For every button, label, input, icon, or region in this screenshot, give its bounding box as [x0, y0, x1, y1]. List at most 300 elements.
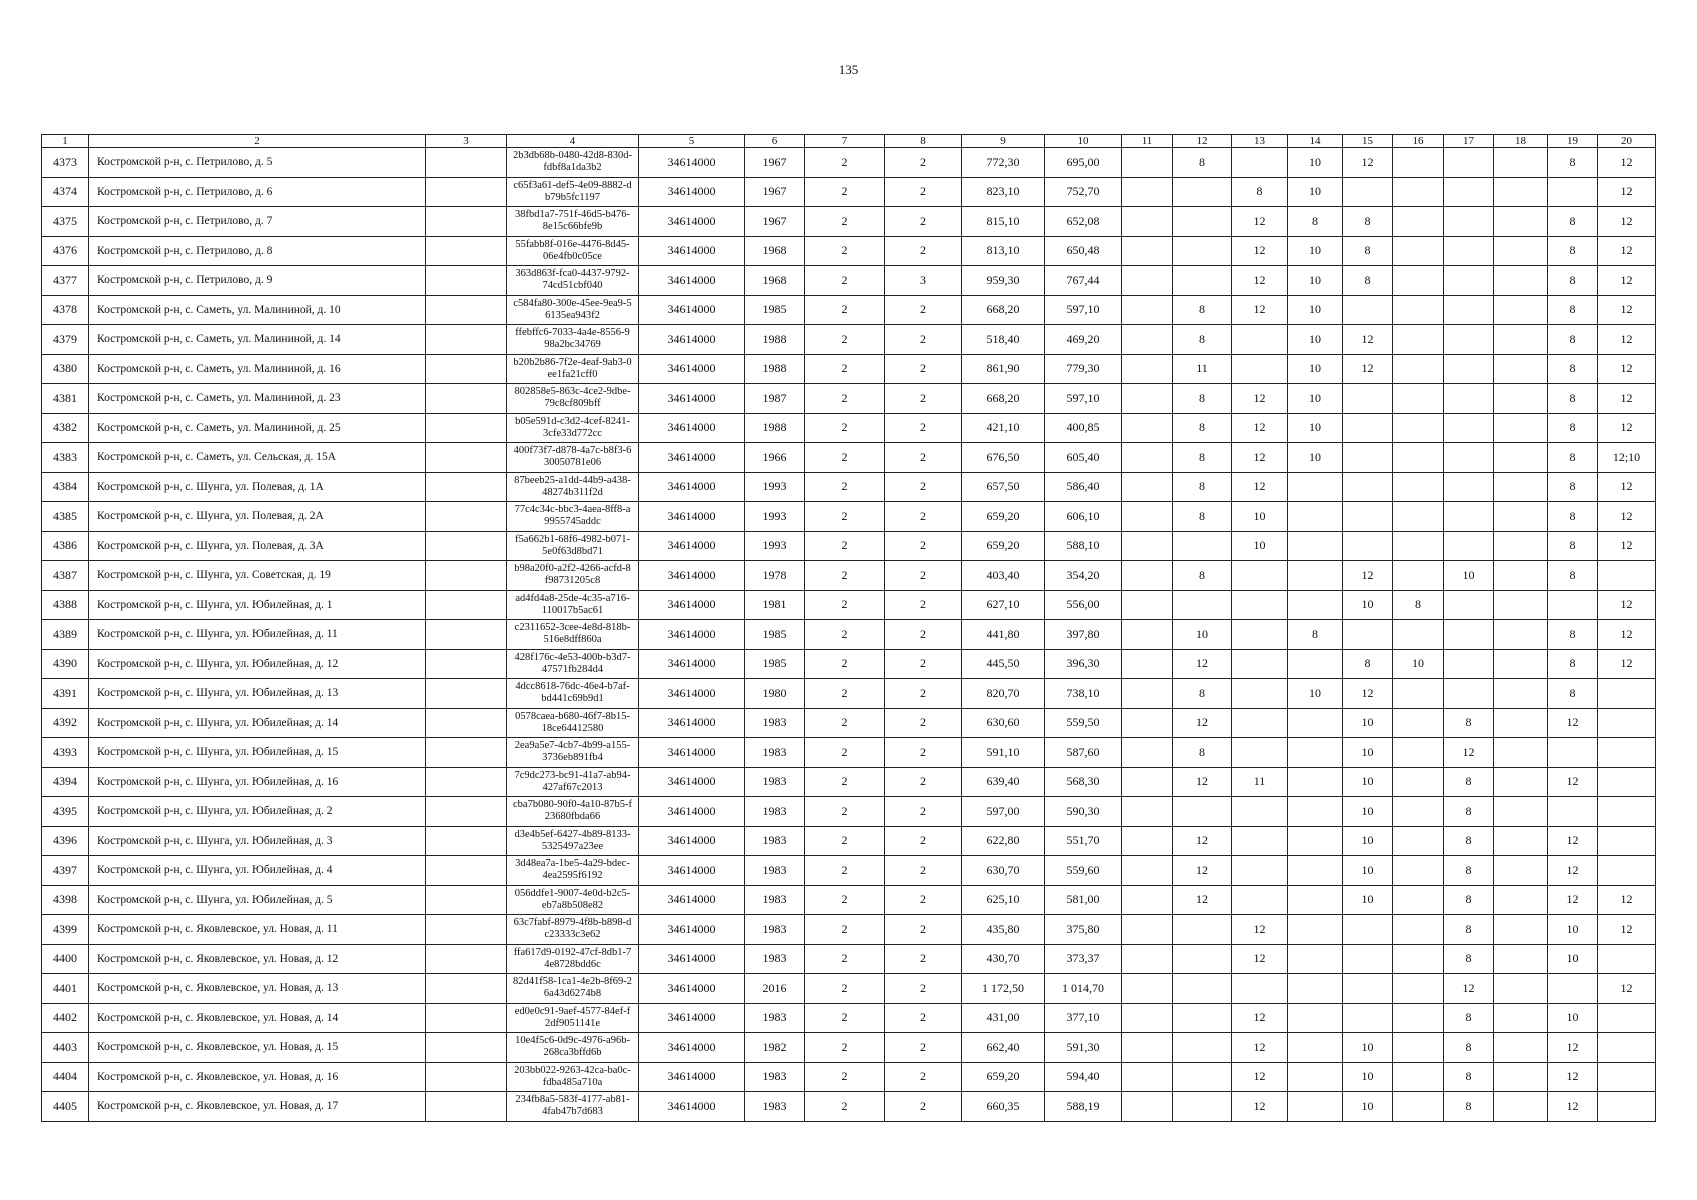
oktmo-code-cell: 34614000	[639, 974, 745, 1004]
col-19-cell: 8	[1548, 266, 1598, 296]
table-row	[42, 531, 1656, 561]
fias-guid-cell: cba7b080-90f0-4a10-87b5-f23680fbda66	[507, 797, 639, 827]
col-18-cell	[1494, 502, 1548, 532]
total-area-cell: 597,00	[962, 797, 1045, 827]
col-12-cell	[1173, 207, 1232, 237]
year-built-cell: 1978	[745, 561, 805, 591]
col-12-cell: 8	[1173, 443, 1232, 473]
col-16-cell	[1393, 1092, 1444, 1122]
col-16-cell	[1393, 826, 1444, 856]
col-13-cell: 12	[1232, 1033, 1288, 1063]
col-19-cell: 12	[1548, 826, 1598, 856]
col-19-cell: 12	[1548, 856, 1598, 886]
col-3-cell	[426, 1062, 507, 1092]
living-area-cell: 588,10	[1045, 531, 1122, 561]
col-18-cell	[1494, 325, 1548, 355]
address-cell: Костромской р-н, с. Яковлевское, ул. Новая, д. 16	[89, 1062, 426, 1092]
col-11-cell	[1122, 915, 1173, 945]
col-14-cell	[1288, 915, 1343, 945]
col-17-cell	[1444, 502, 1494, 532]
fias-guid-cell: b98a20f0-a2f2-4266-acfd-8f98731205c8	[507, 561, 639, 591]
living-area-cell: 400,85	[1045, 413, 1122, 443]
column-header-15: 15	[1343, 135, 1393, 148]
oktmo-code-cell: 34614000	[639, 885, 745, 915]
year-built-cell: 1967	[745, 207, 805, 237]
col-3-cell	[426, 679, 507, 709]
fias-guid-cell: b05e591d-c3d2-4cef-8241-3cfe33d772cc	[507, 413, 639, 443]
col-17-cell: 8	[1444, 767, 1494, 797]
col-20-cell: 12	[1598, 472, 1656, 502]
entrances-cell: 3	[885, 266, 962, 296]
entrances-cell: 2	[885, 590, 962, 620]
col-20-cell: 12	[1598, 915, 1656, 945]
table-row	[42, 708, 1656, 738]
col-14-cell	[1288, 1092, 1343, 1122]
row-number-cell: 4399	[42, 915, 89, 945]
row-number-cell: 4387	[42, 561, 89, 591]
row-number-cell: 4385	[42, 502, 89, 532]
row-number-cell: 4382	[42, 413, 89, 443]
row-number-cell: 4383	[42, 443, 89, 473]
living-area-cell: 695,00	[1045, 148, 1122, 178]
col-3-cell	[426, 885, 507, 915]
column-header-1: 1	[42, 135, 89, 148]
col-13-cell	[1232, 561, 1288, 591]
column-header-9: 9	[962, 135, 1045, 148]
col-19-cell: 12	[1548, 1033, 1598, 1063]
col-3-cell	[426, 266, 507, 296]
col-14-cell	[1288, 856, 1343, 886]
col-13-cell: 8	[1232, 177, 1288, 207]
col-20-cell	[1598, 856, 1656, 886]
entrances-cell: 2	[885, 856, 962, 886]
col-15-cell: 10	[1343, 856, 1393, 886]
row-number-cell: 4393	[42, 738, 89, 768]
column-header-12: 12	[1173, 135, 1232, 148]
fias-guid-cell: 428f176c-4e53-400b-b3d7-47571fb284d4	[507, 649, 639, 679]
entrances-cell: 2	[885, 295, 962, 325]
col-11-cell	[1122, 1062, 1173, 1092]
col-14-cell	[1288, 738, 1343, 768]
col-13-cell	[1232, 325, 1288, 355]
oktmo-code-cell: 34614000	[639, 531, 745, 561]
table-row	[42, 207, 1656, 237]
col-12-cell: 8	[1173, 502, 1232, 532]
entrances-cell: 2	[885, 679, 962, 709]
entrances-cell: 2	[885, 915, 962, 945]
living-area-cell: 396,30	[1045, 649, 1122, 679]
col-18-cell	[1494, 148, 1548, 178]
col-11-cell	[1122, 177, 1173, 207]
col-14-cell	[1288, 767, 1343, 797]
col-17-cell	[1444, 354, 1494, 384]
table-row	[42, 738, 1656, 768]
col-13-cell	[1232, 738, 1288, 768]
row-number-cell: 4397	[42, 856, 89, 886]
col-17-cell	[1444, 590, 1494, 620]
col-16-cell	[1393, 738, 1444, 768]
living-area-cell: 559,50	[1045, 708, 1122, 738]
oktmo-code-cell: 34614000	[639, 295, 745, 325]
col-3-cell	[426, 443, 507, 473]
floors-cell: 2	[805, 207, 885, 237]
entrances-cell: 2	[885, 325, 962, 355]
col-20-cell: 12	[1598, 974, 1656, 1004]
col-17-cell: 8	[1444, 1033, 1494, 1063]
col-18-cell	[1494, 738, 1548, 768]
table-row	[42, 384, 1656, 414]
col-11-cell	[1122, 384, 1173, 414]
col-12-cell	[1173, 944, 1232, 974]
col-13-cell: 12	[1232, 443, 1288, 473]
col-3-cell	[426, 177, 507, 207]
col-14-cell	[1288, 974, 1343, 1004]
col-14-cell: 10	[1288, 443, 1343, 473]
col-12-cell: 8	[1173, 325, 1232, 355]
fias-guid-cell: ad4fd4a8-25de-4c35-a716-110017b5ac61	[507, 590, 639, 620]
row-number-cell: 4386	[42, 531, 89, 561]
entrances-cell: 2	[885, 177, 962, 207]
address-cell: Костромской р-н, с. Петрилово, д. 6	[89, 177, 426, 207]
col-19-cell	[1548, 177, 1598, 207]
floors-cell: 2	[805, 679, 885, 709]
col-15-cell: 12	[1343, 561, 1393, 591]
col-16-cell	[1393, 944, 1444, 974]
col-19-cell: 10	[1548, 1003, 1598, 1033]
entrances-cell: 2	[885, 708, 962, 738]
total-area-cell: 625,10	[962, 885, 1045, 915]
col-16-cell	[1393, 531, 1444, 561]
col-15-cell	[1343, 177, 1393, 207]
address-cell: Костромской р-н, с. Шунга, ул. Юбилейная, д. 2	[89, 797, 426, 827]
row-number-cell: 4388	[42, 590, 89, 620]
col-14-cell: 8	[1288, 620, 1343, 650]
floors-cell: 2	[805, 148, 885, 178]
total-area-cell: 431,00	[962, 1003, 1045, 1033]
total-area-cell: 657,50	[962, 472, 1045, 502]
entrances-cell: 2	[885, 384, 962, 414]
col-15-cell: 10	[1343, 708, 1393, 738]
total-area-cell: 823,10	[962, 177, 1045, 207]
col-19-cell: 8	[1548, 620, 1598, 650]
address-cell: Костромской р-н, с. Шунга, ул. Юбилейная, д. 13	[89, 679, 426, 709]
col-20-cell: 12	[1598, 236, 1656, 266]
col-16-cell	[1393, 354, 1444, 384]
total-area-cell: 518,40	[962, 325, 1045, 355]
col-17-cell	[1444, 620, 1494, 650]
col-16-cell	[1393, 236, 1444, 266]
total-area-cell: 441,80	[962, 620, 1045, 650]
address-cell: Костромской р-н, с. Шунга, ул. Полевая, д. 2А	[89, 502, 426, 532]
col-18-cell	[1494, 177, 1548, 207]
table-row	[42, 148, 1656, 178]
living-area-cell: 605,40	[1045, 443, 1122, 473]
year-built-cell: 1983	[745, 915, 805, 945]
col-18-cell	[1494, 236, 1548, 266]
col-14-cell	[1288, 708, 1343, 738]
row-number-cell: 4392	[42, 708, 89, 738]
col-3-cell	[426, 1092, 507, 1122]
col-20-cell: 12	[1598, 620, 1656, 650]
col-14-cell	[1288, 561, 1343, 591]
living-area-cell: 559,60	[1045, 856, 1122, 886]
table-row	[42, 266, 1656, 296]
entrances-cell: 2	[885, 472, 962, 502]
col-13-cell: 10	[1232, 502, 1288, 532]
table-row	[42, 472, 1656, 502]
col-18-cell	[1494, 944, 1548, 974]
floors-cell: 2	[805, 354, 885, 384]
col-17-cell	[1444, 443, 1494, 473]
address-cell: Костромской р-н, с. Саметь, ул. Малининой, д. 23	[89, 384, 426, 414]
living-area-cell: 767,44	[1045, 266, 1122, 296]
fias-guid-cell: c65f3a61-def5-4e09-8882-db79b5fc1197	[507, 177, 639, 207]
col-20-cell	[1598, 738, 1656, 768]
fias-guid-cell: 400f73f7-d878-4a7c-b8f3-630050781e06	[507, 443, 639, 473]
floors-cell: 2	[805, 974, 885, 1004]
address-cell: Костромской р-н, с. Саметь, ул. Сельская, д. 15А	[89, 443, 426, 473]
col-16-cell	[1393, 1003, 1444, 1033]
col-13-cell: 11	[1232, 767, 1288, 797]
fias-guid-cell: d3e4b5ef-6427-4b89-8133-5325497a23ee	[507, 826, 639, 856]
oktmo-code-cell: 34614000	[639, 767, 745, 797]
row-number-cell: 4381	[42, 384, 89, 414]
col-16-cell	[1393, 266, 1444, 296]
col-3-cell	[426, 915, 507, 945]
col-15-cell: 10	[1343, 738, 1393, 768]
col-17-cell: 8	[1444, 826, 1494, 856]
col-18-cell	[1494, 472, 1548, 502]
total-area-cell: 959,30	[962, 266, 1045, 296]
fias-guid-cell: 802858e5-863c-4ce2-9dbe-79c8cf809bff	[507, 384, 639, 414]
floors-cell: 2	[805, 295, 885, 325]
col-20-cell	[1598, 767, 1656, 797]
row-number-cell: 4394	[42, 767, 89, 797]
col-12-cell: 12	[1173, 885, 1232, 915]
entrances-cell: 2	[885, 354, 962, 384]
floors-cell: 2	[805, 797, 885, 827]
address-cell: Костромской р-н, с. Шунга, ул. Юбилейная, д. 1	[89, 590, 426, 620]
col-20-cell: 12	[1598, 295, 1656, 325]
col-13-cell: 12	[1232, 236, 1288, 266]
col-16-cell	[1393, 561, 1444, 591]
col-19-cell: 8	[1548, 649, 1598, 679]
row-number-cell: 4376	[42, 236, 89, 266]
address-cell: Костромской р-н, с. Шунга, ул. Юбилейная, д. 11	[89, 620, 426, 650]
year-built-cell: 1983	[745, 1092, 805, 1122]
column-header-19: 19	[1548, 135, 1598, 148]
col-16-cell	[1393, 384, 1444, 414]
col-11-cell	[1122, 561, 1173, 591]
row-number-cell: 4391	[42, 679, 89, 709]
col-18-cell	[1494, 1033, 1548, 1063]
col-15-cell	[1343, 974, 1393, 1004]
col-18-cell	[1494, 826, 1548, 856]
row-number-cell: 4400	[42, 944, 89, 974]
floors-cell: 2	[805, 856, 885, 886]
column-header-14: 14	[1288, 135, 1343, 148]
column-header-18: 18	[1494, 135, 1548, 148]
col-18-cell	[1494, 413, 1548, 443]
col-20-cell: 12	[1598, 649, 1656, 679]
col-17-cell: 8	[1444, 1092, 1494, 1122]
col-20-cell	[1598, 708, 1656, 738]
col-19-cell: 8	[1548, 354, 1598, 384]
col-12-cell	[1173, 177, 1232, 207]
total-area-cell: 772,30	[962, 148, 1045, 178]
col-19-cell: 12	[1548, 1062, 1598, 1092]
col-11-cell	[1122, 1033, 1173, 1063]
total-area-cell: 659,20	[962, 502, 1045, 532]
col-12-cell: 8	[1173, 295, 1232, 325]
entrances-cell: 2	[885, 620, 962, 650]
col-13-cell	[1232, 590, 1288, 620]
entrances-cell: 2	[885, 236, 962, 266]
col-12-cell	[1173, 974, 1232, 1004]
total-area-cell: 662,40	[962, 1033, 1045, 1063]
total-area-cell: 660,35	[962, 1092, 1045, 1122]
address-cell: Костромской р-н, с. Шунга, ул. Юбилейная, д. 16	[89, 767, 426, 797]
col-17-cell: 8	[1444, 708, 1494, 738]
col-16-cell	[1393, 148, 1444, 178]
col-17-cell: 8	[1444, 885, 1494, 915]
table-row	[42, 1092, 1656, 1122]
oktmo-code-cell: 34614000	[639, 148, 745, 178]
col-15-cell	[1343, 472, 1393, 502]
col-14-cell: 10	[1288, 679, 1343, 709]
column-header-8: 8	[885, 135, 962, 148]
col-16-cell	[1393, 856, 1444, 886]
address-cell: Костромской р-н, с. Яковлевское, ул. Новая, д. 17	[89, 1092, 426, 1122]
col-3-cell	[426, 590, 507, 620]
oktmo-code-cell: 34614000	[639, 590, 745, 620]
col-13-cell: 12	[1232, 266, 1288, 296]
fias-guid-cell: 2ea9a5e7-4cb7-4b99-a155-3736eb891fb4	[507, 738, 639, 768]
col-13-cell	[1232, 354, 1288, 384]
oktmo-code-cell: 34614000	[639, 1092, 745, 1122]
entrances-cell: 2	[885, 413, 962, 443]
address-cell: Костромской р-н, с. Шунга, ул. Полевая, д. 1А	[89, 472, 426, 502]
table-row	[42, 1062, 1656, 1092]
row-number-cell: 4379	[42, 325, 89, 355]
row-number-cell: 4405	[42, 1092, 89, 1122]
col-18-cell	[1494, 266, 1548, 296]
entrances-cell: 2	[885, 797, 962, 827]
col-3-cell	[426, 1033, 507, 1063]
col-20-cell: 12	[1598, 325, 1656, 355]
col-15-cell: 10	[1343, 1062, 1393, 1092]
living-area-cell: 591,30	[1045, 1033, 1122, 1063]
col-14-cell: 10	[1288, 148, 1343, 178]
entrances-cell: 2	[885, 944, 962, 974]
oktmo-code-cell: 34614000	[639, 177, 745, 207]
col-3-cell	[426, 148, 507, 178]
col-12-cell: 12	[1173, 826, 1232, 856]
col-17-cell	[1444, 236, 1494, 266]
oktmo-code-cell: 34614000	[639, 207, 745, 237]
col-18-cell	[1494, 590, 1548, 620]
col-11-cell	[1122, 885, 1173, 915]
floors-cell: 2	[805, 590, 885, 620]
fias-guid-cell: 55fabb8f-016e-4476-8d45-06e4fb0c05ce	[507, 236, 639, 266]
table-row	[42, 767, 1656, 797]
floors-cell: 2	[805, 944, 885, 974]
col-16-cell	[1393, 767, 1444, 797]
table-row	[42, 413, 1656, 443]
col-11-cell	[1122, 502, 1173, 532]
entrances-cell: 2	[885, 767, 962, 797]
col-15-cell: 12	[1343, 148, 1393, 178]
col-20-cell	[1598, 1003, 1656, 1033]
year-built-cell: 2016	[745, 974, 805, 1004]
col-16-cell	[1393, 620, 1444, 650]
oktmo-code-cell: 34614000	[639, 915, 745, 945]
col-11-cell	[1122, 1003, 1173, 1033]
col-11-cell	[1122, 443, 1173, 473]
col-15-cell: 10	[1343, 1033, 1393, 1063]
col-3-cell	[426, 1003, 507, 1033]
oktmo-code-cell: 34614000	[639, 325, 745, 355]
living-area-cell: 1 014,70	[1045, 974, 1122, 1004]
floors-cell: 2	[805, 531, 885, 561]
floors-cell: 2	[805, 1033, 885, 1063]
living-area-cell: 568,30	[1045, 767, 1122, 797]
col-16-cell	[1393, 295, 1444, 325]
col-18-cell	[1494, 620, 1548, 650]
col-3-cell	[426, 531, 507, 561]
table-row	[42, 885, 1656, 915]
col-3-cell	[426, 620, 507, 650]
column-header-16: 16	[1393, 135, 1444, 148]
col-11-cell	[1122, 1092, 1173, 1122]
fias-guid-cell: 0578caea-b680-46f7-8b15-18ce64412580	[507, 708, 639, 738]
col-12-cell: 12	[1173, 767, 1232, 797]
year-built-cell: 1988	[745, 354, 805, 384]
row-number-cell: 4402	[42, 1003, 89, 1033]
col-11-cell	[1122, 590, 1173, 620]
total-area-cell: 659,20	[962, 531, 1045, 561]
col-13-cell: 12	[1232, 1003, 1288, 1033]
fias-guid-cell: 10e4f5c6-0d9c-4976-a96b-268ca3bffd6b	[507, 1033, 639, 1063]
col-11-cell	[1122, 649, 1173, 679]
col-12-cell	[1173, 266, 1232, 296]
col-15-cell: 10	[1343, 826, 1393, 856]
oktmo-code-cell: 34614000	[639, 649, 745, 679]
year-built-cell: 1985	[745, 620, 805, 650]
col-16-cell	[1393, 974, 1444, 1004]
entrances-cell: 2	[885, 443, 962, 473]
col-18-cell	[1494, 531, 1548, 561]
entrances-cell: 2	[885, 502, 962, 532]
col-19-cell: 12	[1548, 767, 1598, 797]
col-18-cell	[1494, 708, 1548, 738]
table-row	[42, 974, 1656, 1004]
col-11-cell	[1122, 266, 1173, 296]
oktmo-code-cell: 34614000	[639, 620, 745, 650]
address-cell: Костромской р-н, с. Шунга, ул. Юбилейная, д. 12	[89, 649, 426, 679]
col-12-cell	[1173, 236, 1232, 266]
col-18-cell	[1494, 207, 1548, 237]
table-row	[42, 1003, 1656, 1033]
col-3-cell	[426, 797, 507, 827]
year-built-cell: 1983	[745, 1062, 805, 1092]
col-17-cell: 8	[1444, 856, 1494, 886]
oktmo-code-cell: 34614000	[639, 1062, 745, 1092]
living-area-cell: 606,10	[1045, 502, 1122, 532]
year-built-cell: 1983	[745, 1003, 805, 1033]
table-row	[42, 620, 1656, 650]
col-19-cell: 8	[1548, 207, 1598, 237]
